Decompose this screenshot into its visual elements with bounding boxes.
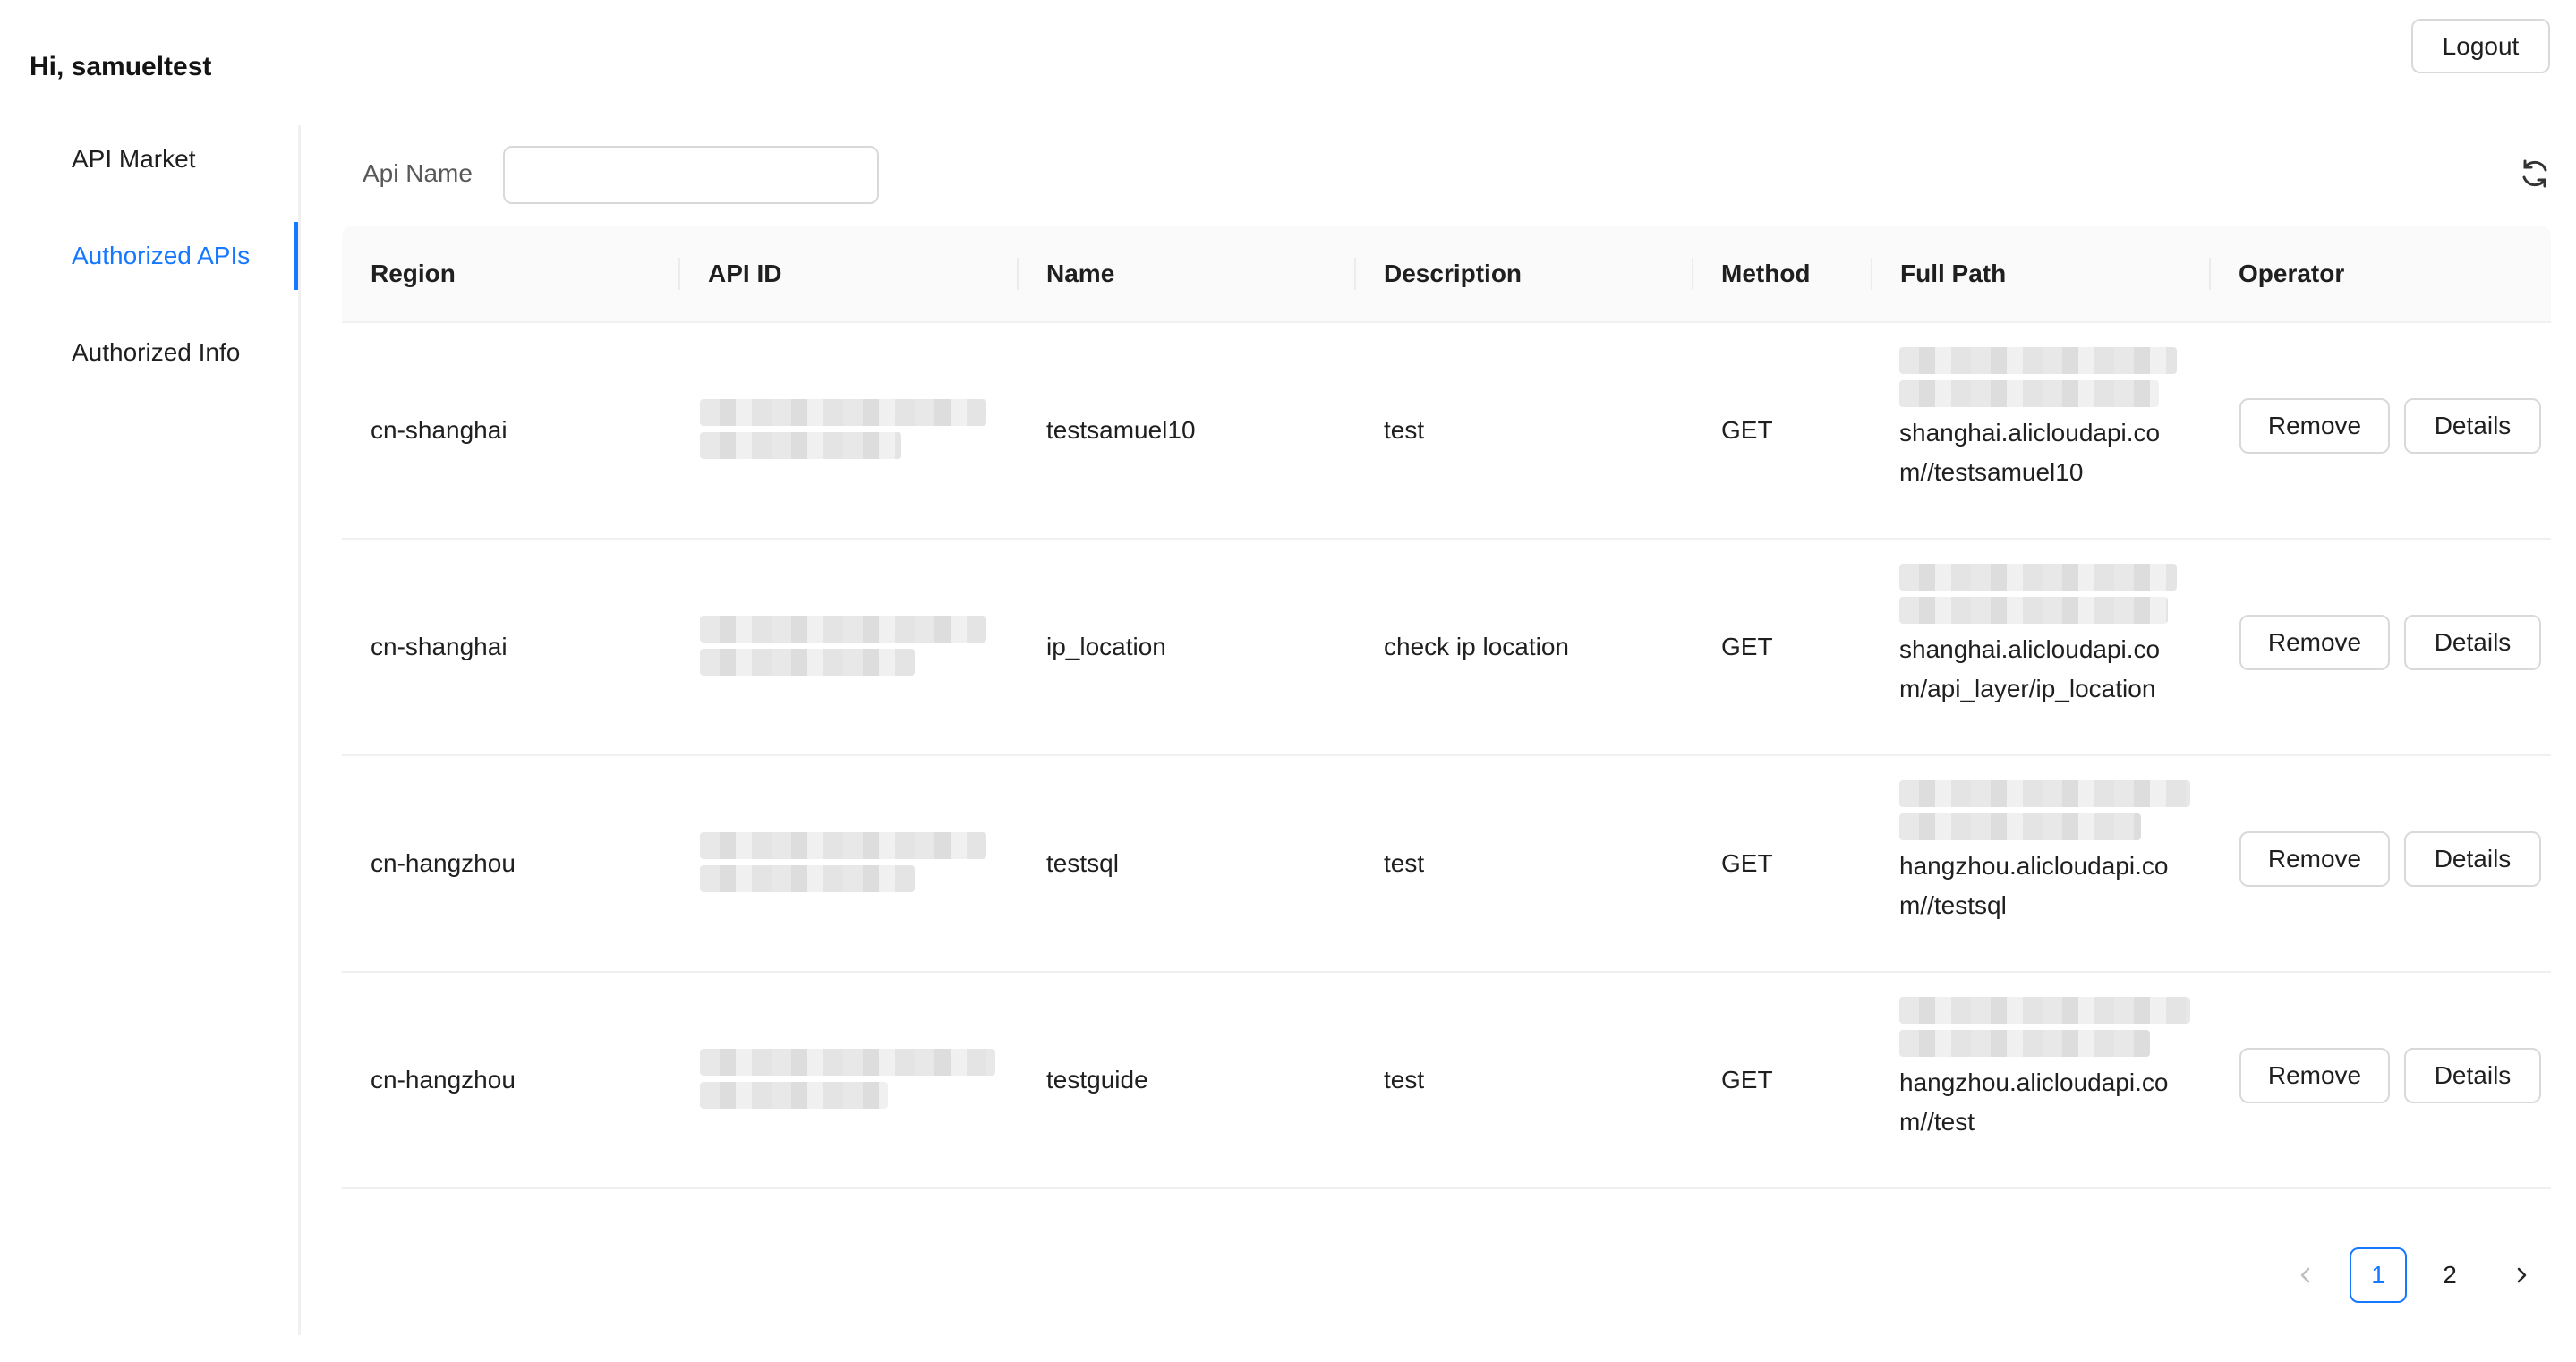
column-header-description: Description <box>1384 259 1523 287</box>
pagination-page-2[interactable]: 2 <box>2443 1261 2457 1289</box>
cell-method: GET <box>1721 1066 1773 1094</box>
cell-description: test <box>1384 849 1425 877</box>
redacted-path <box>1899 1030 2150 1057</box>
chevron-right-icon <box>2511 1264 2532 1286</box>
cell-method: GET <box>1721 633 1773 660</box>
cell-region: cn-shanghai <box>371 416 508 444</box>
table-row <box>342 973 2551 1189</box>
column-separator <box>1354 258 1356 290</box>
redacted-path <box>1899 813 2141 840</box>
details-button[interactable]: Details <box>2404 615 2541 670</box>
filter-label: Api Name <box>363 159 473 187</box>
pagination-prev[interactable] <box>2288 1247 2324 1303</box>
redacted-api-id <box>700 609 986 682</box>
cell-description: test <box>1384 416 1425 444</box>
cell-full-path <box>1899 774 2195 925</box>
cell-name: testguide <box>1046 1066 1148 1094</box>
remove-button[interactable]: Remove <box>2239 615 2390 670</box>
refresh-icon[interactable] <box>2519 157 2551 190</box>
cell-region: cn-shanghai <box>371 633 508 660</box>
details-button[interactable]: Details <box>2404 831 2541 887</box>
cell-method: GET <box>1721 849 1773 877</box>
column-header-method: Method <box>1721 259 1811 287</box>
path-line: shanghai.alicloudapi.co <box>1899 419 2161 447</box>
sidebar-item-authorized-info[interactable]: Authorized Info <box>72 338 241 366</box>
sidebar-item-api-market[interactable]: API Market <box>72 145 196 173</box>
table-row <box>342 756 2551 973</box>
table-row <box>342 540 2551 756</box>
chevron-left-icon <box>2295 1264 2316 1286</box>
cell-region: cn-hangzhou <box>371 849 516 877</box>
path-line: hangzhou.alicloudapi.co <box>1899 1068 2169 1096</box>
table-row <box>342 323 2551 540</box>
details-button[interactable]: Details <box>2404 1048 2541 1103</box>
column-header-name: Name <box>1046 259 1115 287</box>
path-line: m/api_layer/ip_location <box>1899 675 2156 702</box>
path-line: shanghai.alicloudapi.co <box>1899 635 2161 663</box>
remove-button[interactable]: Remove <box>2239 1048 2390 1103</box>
cell-region: cn-hangzhou <box>371 1066 516 1094</box>
cell-full-path <box>1899 558 2195 709</box>
cell-description: test <box>1384 1066 1425 1094</box>
sidebar <box>0 125 301 1335</box>
sidebar-item-authorized-apis[interactable]: Authorized APIs <box>0 222 298 290</box>
column-separator <box>1017 258 1019 290</box>
redacted-api-id <box>700 826 986 898</box>
redacted-path <box>1899 597 2168 624</box>
column-header-region: Region <box>371 259 456 287</box>
pagination-next[interactable] <box>2503 1247 2539 1303</box>
redacted-path <box>1899 380 2159 407</box>
redacted-api-id <box>700 393 986 465</box>
column-separator <box>2209 258 2211 290</box>
logout-button[interactable]: Logout <box>2411 19 2550 73</box>
cell-full-path <box>1899 991 2195 1142</box>
cell-name: ip_location <box>1046 633 1166 660</box>
cell-full-path <box>1899 341 2195 492</box>
path-line: hangzhou.alicloudapi.co <box>1899 852 2169 880</box>
api-name-input[interactable] <box>503 146 879 204</box>
details-button[interactable]: Details <box>2404 398 2541 454</box>
pagination-page-1[interactable]: 1 <box>2350 1247 2407 1303</box>
column-separator <box>1692 258 1693 290</box>
column-header-operator: Operator <box>2239 259 2345 287</box>
cell-name: testsamuel10 <box>1046 416 1196 444</box>
remove-button[interactable]: Remove <box>2239 831 2390 887</box>
column-separator <box>678 258 680 290</box>
path-line: m//testsql <box>1899 891 2007 919</box>
redacted-path <box>1899 780 2190 807</box>
column-header-api-id: API ID <box>708 259 782 287</box>
redacted-path <box>1899 564 2177 591</box>
redacted-api-id <box>700 1043 986 1115</box>
redacted-path <box>1899 997 2190 1024</box>
cell-description: check ip location <box>1384 633 1570 660</box>
redacted-path <box>1899 347 2177 374</box>
table-header <box>342 226 2551 323</box>
column-separator <box>1871 258 1872 290</box>
greeting: Hi, samueltest <box>30 52 212 81</box>
path-line: m//test <box>1899 1108 1975 1136</box>
remove-button[interactable]: Remove <box>2239 398 2390 454</box>
path-line: m//testsamuel10 <box>1899 458 2084 486</box>
column-header-full-path: Full Path <box>1900 259 2007 287</box>
cell-name: testsql <box>1046 849 1119 877</box>
cell-method: GET <box>1721 416 1773 444</box>
